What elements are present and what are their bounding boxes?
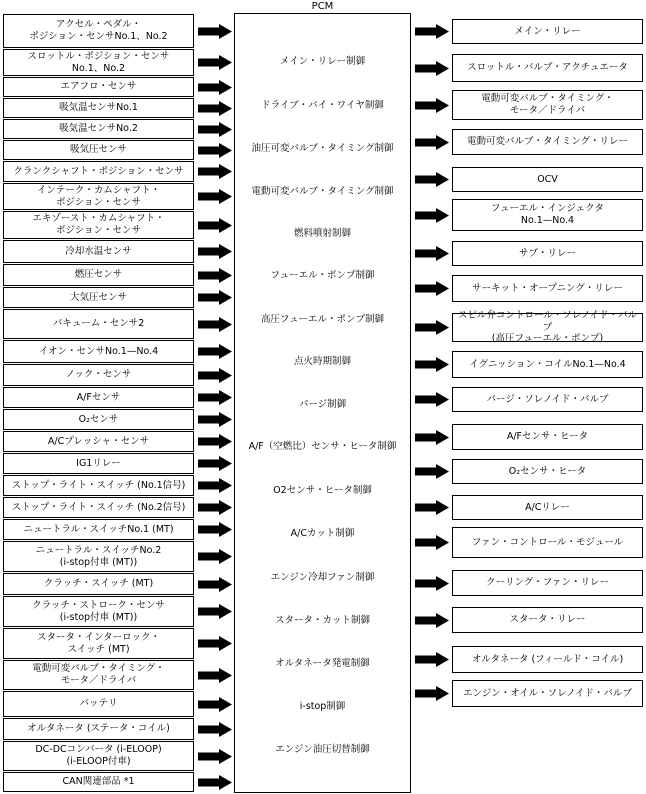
- output-device-box: スタータ・リレー: [452, 607, 643, 633]
- input-arrow-icon: [198, 164, 232, 179]
- input-signal-box: ストップ・ライト・スイッチ (No.2信号): [3, 497, 194, 518]
- input-signal-box: O₂センサ: [3, 409, 194, 430]
- input-arrow-icon: [198, 244, 232, 259]
- control-function-label: O2センサ・ヒータ制御: [273, 485, 372, 496]
- input-arrow-icon: [198, 412, 232, 427]
- input-signal-box: スタータ・インターロック・ スイッチ (MT): [3, 628, 194, 659]
- input-signal-box: 大気圧センサ: [3, 287, 194, 308]
- input-arrow-icon: [198, 390, 232, 405]
- output-device-box: スピル弁コントロール・ソレノイド・バルブ (高圧フューエル・ポンプ): [452, 313, 643, 342]
- input-signal-box: DC-DCコンバータ (i-ELOOP) (i-ELOOP付車): [3, 741, 194, 771]
- input-arrow-icon: [198, 189, 232, 204]
- output-arrow-icon: [415, 686, 449, 701]
- output-device-box: OCV: [452, 167, 643, 192]
- input-signal-box: ノック・センサ: [3, 364, 194, 386]
- input-arrow-icon: [198, 697, 232, 712]
- input-signal-box: クラッチ・ストローク・センサ (i-stop付車 (MT)): [3, 596, 194, 627]
- control-function-label: 電動可変バルブ・タイミング制御: [251, 186, 394, 197]
- input-signal-box: A/Fセンサ: [3, 387, 194, 408]
- input-arrow-icon: [198, 636, 232, 651]
- control-function-label: 高圧フューエル・ポンプ制御: [260, 314, 385, 325]
- input-arrow-icon: [198, 500, 232, 515]
- control-function-label: 油圧可変バルブ・タイミング制御: [251, 143, 394, 154]
- output-device-box: 電動可変バルブ・タイミング・ モータ／ドライバ: [452, 90, 643, 120]
- output-device-box: パージ・ソレノイド・バルブ: [452, 387, 643, 412]
- input-arrow-icon: [198, 55, 232, 70]
- output-arrow-icon: [415, 392, 449, 407]
- input-signal-box: エアフロ・センサ: [3, 77, 194, 97]
- input-signal-box: 燃圧センサ: [3, 264, 194, 286]
- output-device-box: オルタネータ (フィールド・コイル): [452, 646, 643, 673]
- input-signal-box: エキゾースト・カムシャフト・ ポジション・センサ: [3, 211, 194, 239]
- input-arrow-icon: [198, 317, 232, 332]
- input-arrow-icon: [198, 749, 232, 764]
- input-arrow-icon: [198, 344, 232, 359]
- input-arrow-icon: [198, 549, 232, 564]
- input-arrow-icon: [198, 368, 232, 383]
- control-function-label: A/F（空燃比）センサ・ヒータ制御: [248, 441, 397, 452]
- output-device-box: スロットル・バルブ・アクチュエータ: [452, 54, 643, 82]
- control-function-label: A/Cカット制御: [290, 528, 355, 539]
- control-function-label: エンジン油圧切替制御: [275, 744, 370, 755]
- output-arrow-icon: [415, 430, 449, 445]
- control-function-label: メイン・リレー制御: [279, 56, 366, 67]
- control-function-label: i-stop制御: [299, 701, 346, 712]
- output-arrow-icon: [415, 24, 449, 39]
- input-arrow-icon: [198, 456, 232, 471]
- control-function-label: スタータ・カット制御: [275, 615, 370, 626]
- output-arrow-icon: [415, 135, 449, 150]
- input-arrow-icon: [198, 668, 232, 683]
- input-signal-box: インテーク・カムシャフト・ ポジション・センサ: [3, 183, 194, 210]
- output-arrow-icon: [415, 98, 449, 113]
- output-device-box: サブ・リレー: [452, 241, 643, 266]
- output-arrow-icon: [415, 535, 449, 550]
- input-signal-box: 電動可変バルブ・タイミング・ モータ／ドライバ: [3, 660, 194, 690]
- input-signal-box: オルタネータ (ステータ・コイル): [3, 718, 194, 740]
- input-arrow-icon: [198, 143, 232, 158]
- input-signal-box: 吸気圧センサ: [3, 140, 194, 160]
- output-arrow-icon: [415, 281, 449, 296]
- output-device-box: 電動可変バルブ・タイミング・リレー: [452, 129, 643, 155]
- input-signal-box: A/Cプレッシャ・センサ: [3, 431, 194, 452]
- input-arrow-icon: [198, 218, 232, 233]
- input-arrow-icon: [198, 80, 232, 95]
- output-device-box: クーリング・ファン・リレー: [452, 570, 643, 596]
- control-function-label: ドライブ・バイ・ワイヤ制御: [261, 100, 384, 111]
- output-arrow-icon: [415, 208, 449, 223]
- output-device-box: A/Fセンサ・ヒータ: [452, 424, 643, 450]
- output-arrow-icon: [415, 61, 449, 76]
- input-arrow-icon: [198, 478, 232, 493]
- output-device-box: A/Cリレー: [452, 495, 643, 520]
- input-signal-box: アクセル・ペダル・ ポジション・センサNo.1、No.2: [3, 14, 194, 48]
- output-device-box: O₂センサ・ヒータ: [452, 459, 643, 484]
- input-arrow-icon: [198, 268, 232, 283]
- output-arrow-icon: [415, 172, 449, 187]
- input-signal-box: イオン・センサNo.1—No.4: [3, 340, 194, 363]
- output-arrow-icon: [415, 652, 449, 667]
- input-arrow-icon: [198, 775, 232, 790]
- output-device-box: メイン・リレー: [452, 19, 643, 44]
- output-device-box: イグニッション・コイルNo.1—No.4: [452, 351, 643, 378]
- input-signal-box: バキューム・センサ2: [3, 309, 194, 339]
- input-arrow-icon: [198, 522, 232, 537]
- input-signal-box: クランクシャフト・ポジション・センサ: [3, 161, 194, 182]
- input-signal-box: スロットル・ポジション・センサ No.1、No.2: [3, 49, 194, 76]
- control-function-label: パージ制御: [298, 399, 347, 410]
- input-signal-box: バッテリ: [3, 691, 194, 717]
- input-signal-box: ニュートラル・スイッチNo.2 (i-stop付車 (MT)): [3, 541, 194, 572]
- output-arrow-icon: [415, 613, 449, 628]
- input-signal-box: 冷却水温センサ: [3, 240, 194, 263]
- control-function-label: オルタネータ発電制御: [275, 658, 370, 669]
- output-device-box: フューエル・インジェクタ No.1—No.4: [452, 199, 643, 231]
- output-arrow-icon: [415, 357, 449, 372]
- input-arrow-icon: [198, 290, 232, 305]
- output-arrow-icon: [415, 576, 449, 591]
- output-arrow-icon: [415, 246, 449, 261]
- output-arrow-icon: [415, 464, 449, 479]
- input-signal-box: 吸気温センサNo.2: [3, 119, 194, 139]
- input-arrow-icon: [198, 101, 232, 116]
- control-function-label: 燃料噴射制御: [293, 228, 351, 239]
- input-arrow-icon: [198, 122, 232, 137]
- control-function-label: エンジン冷却ファン制御: [270, 572, 375, 583]
- input-signal-box: ストップ・ライト・スイッチ (No.1信号): [3, 475, 194, 496]
- pcm-title: PCM: [311, 1, 334, 12]
- control-function-label: フューエル・ポンプ制御: [270, 270, 375, 281]
- input-arrow-icon: [198, 434, 232, 449]
- input-signal-box: IG1リレー: [3, 453, 194, 474]
- input-arrow-icon: [198, 722, 232, 737]
- input-signal-box: ニュートラル・スイッチNo.1 (MT): [3, 519, 194, 540]
- input-arrow-icon: [198, 577, 232, 592]
- input-signal-box: CAN関連部品 *1: [3, 772, 194, 792]
- control-function-label: 点火時期制御: [293, 356, 351, 367]
- input-signal-box: 吸気温センサNo.1: [3, 98, 194, 118]
- output-arrow-icon: [415, 320, 449, 335]
- output-device-box: サーキット・オープニング・リレー: [452, 275, 643, 302]
- input-arrow-icon: [198, 604, 232, 619]
- output-arrow-icon: [415, 500, 449, 515]
- output-device-box: エンジン・オイル・ソレノイド・バルブ: [452, 680, 643, 707]
- input-arrow-icon: [198, 24, 232, 39]
- input-signal-box: クラッチ・スイッチ (MT): [3, 573, 194, 595]
- output-device-box: ファン・コントロール・モジュール: [452, 527, 643, 558]
